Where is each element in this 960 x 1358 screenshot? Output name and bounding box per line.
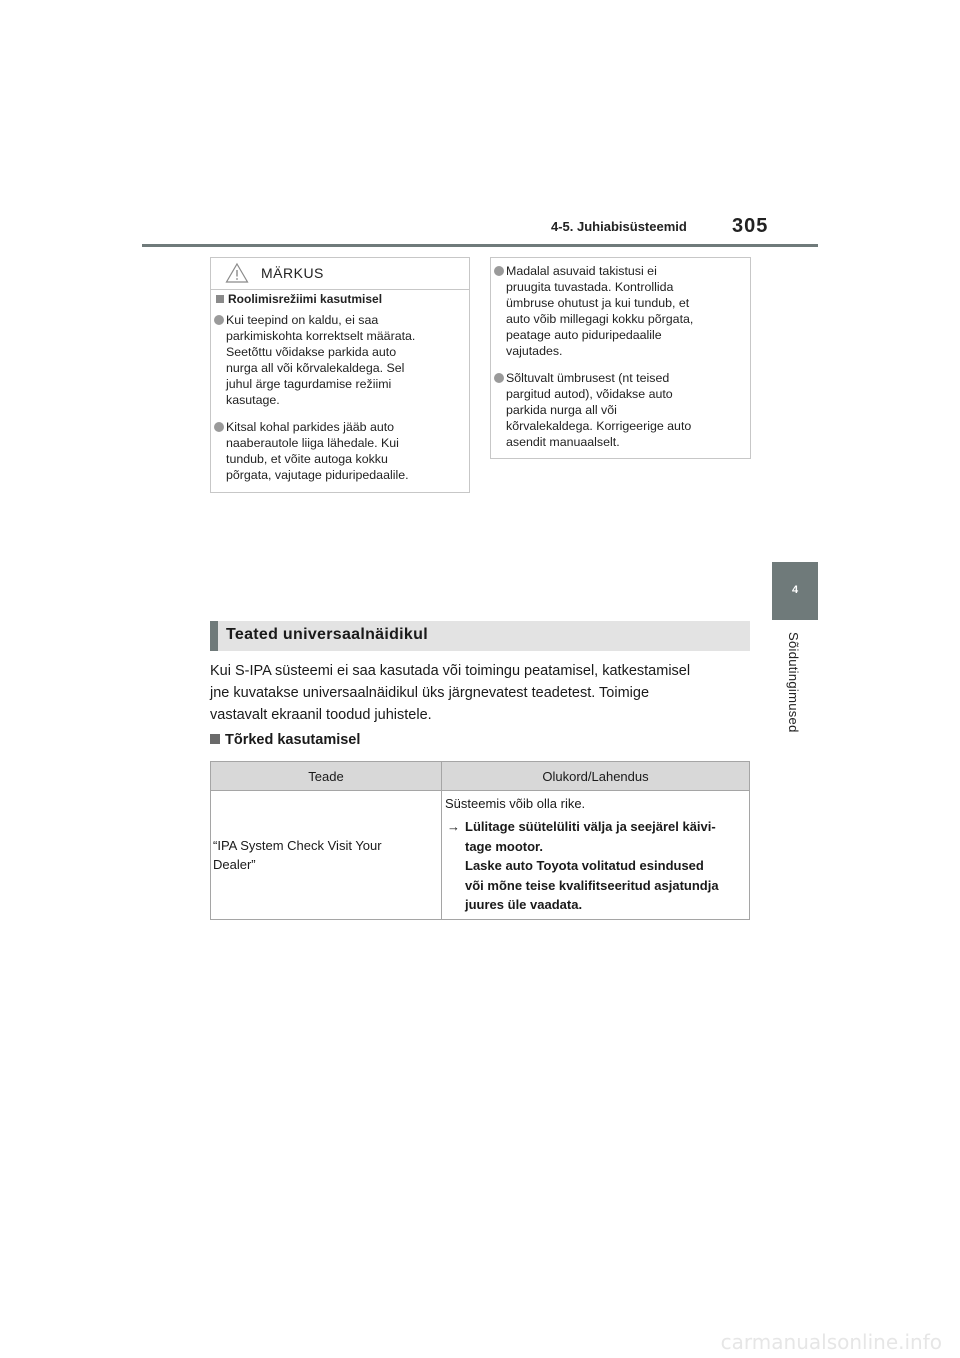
bullet-dot-icon — [214, 315, 224, 325]
intro-paragraph: Kui S-IPA süsteemi ei saa kasutada või toimingu peatamisel, katkestamisel jne kuvatakse universaalnäidikul üks järgnevatest teadetest. Toimige vastavalt ekraanil toodud juhistele. — [210, 663, 691, 723]
action-text: Lülitage süütelüliti välja ja seejärel käivi- tage mootor. Laske auto Toyota volitatud esindused või mõne teise kvalifitseeritud asjatundja juures üle vaadata. — [465, 819, 719, 913]
situation-text: Süsteemis võib olla rike. — [445, 796, 586, 812]
notice-subheading — [216, 292, 382, 306]
arrow-right-icon: → — [447, 819, 460, 835]
notice-box-left — [210, 257, 470, 493]
subheading — [210, 732, 360, 748]
solution-cell — [442, 791, 750, 920]
warning-triangle-icon — [225, 262, 249, 289]
action-item — [445, 817, 747, 915]
notice-title: MÄRKUS — [261, 265, 324, 281]
notice-bullet-text: Madalal asuvaid takistusi ei pruugita tuvastada. Kontrollida ümbruse ohutust ja kui tundub, et auto võib millegagi kokku põrgata, peatage auto piduripedaalile vajutades. — [506, 264, 694, 358]
notice-bullet-text: Kui teepind on kaldu, ei saa parkimiskohta korrektselt määrata. Seetõttu võidakse parkida auto nurga all või kõrvalekaldega. Sel juhul ärge tagurdamise režiimi kasutage. — [226, 313, 416, 407]
chapter-label: Sõidutingimused — [786, 632, 801, 733]
square-bullet-icon — [216, 295, 224, 303]
message-text: “IPA System Check Visit Your Dealer” — [213, 838, 382, 872]
notice-subheading-text: Roolimisrežiimi kasutmisel — [228, 292, 383, 306]
bullet-dot-icon — [494, 373, 504, 383]
subheading-text: Tõrked kasutamisel — [225, 732, 361, 748]
square-bullet-icon — [210, 734, 220, 744]
bullet-dot-icon — [494, 266, 504, 276]
header-divider — [142, 244, 818, 247]
section-title: 4-5. Juhiabisüsteemid — [551, 219, 687, 234]
notice-bullet-text: Sõltuvalt ümbrusest (nt teised pargitud autod), võidakse auto parkida nurga all või kõrvalekaldega. Korrigeerige auto asendit manuaalselt. — [506, 371, 692, 449]
section-heading: Teated universaalnäidikul — [226, 626, 428, 643]
table-header-row — [211, 762, 750, 791]
watermark: carmanualsonline.info — [720, 1330, 942, 1354]
messages-table — [210, 761, 750, 920]
bullet-dot-icon — [214, 422, 224, 432]
section-heading-bar — [210, 621, 750, 651]
table-row — [211, 791, 750, 920]
column-header-message: Teade — [211, 762, 442, 791]
notice-bullet-text: Kitsal kohal parkides jääb auto naaberautole liiga lähedale. Kui tundub, et võite autoga kokku põrgata, vajutage piduripedaalile. — [226, 420, 409, 482]
chapter-number: 4 — [791, 584, 799, 596]
notice-box-right — [490, 257, 751, 459]
message-cell — [211, 791, 442, 920]
page-number: 305 — [732, 215, 769, 237]
section-heading-accent — [210, 621, 218, 651]
notice-title-row — [211, 258, 469, 290]
column-header-solution: Olukord/Lahendus — [442, 762, 750, 791]
